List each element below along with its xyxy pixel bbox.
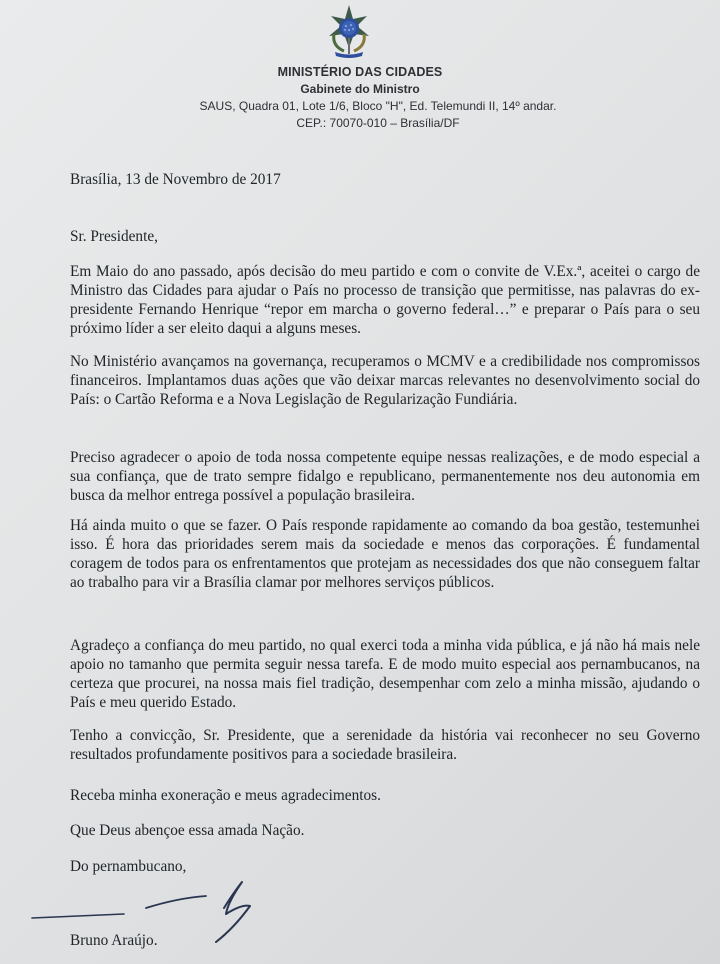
coat-of-arms-icon [326,4,372,58]
letter-date: Brasília, 13 de Novembro de 2017 [70,171,281,188]
letter-salutation: Sr. Presidente, [70,228,158,245]
signer-name: Bruno Araújo. [70,932,158,949]
paragraph-3: Preciso agradecer o apoio de toda nossa competente equipe nessas realizações, e de modo especial a sua confiança, que de trato sempre fidalgo e republicano, permanentemente nos deu autonomia em busca da melhor entrega possível a população brasileira. [70,449,700,504]
office-cep: CEP.: 70070-010 – Brasília/DF [296,116,460,130]
office-address: SAUS, Quadra 01, Lote 1/6, Bloco "H", Ed. Telemundi II, 14º andar. [199,99,557,113]
closing-line-2: Que Deus abençoe essa amada Nação. [70,822,305,839]
paragraph-5: Agradeço a confiança do meu partido, no qual exerci toda a minha vida pública, e já não há mais nele apoio no tamanho que permita seguir nessa tarefa. E de modo muito especial aos pernambucanos, na certeza que procurei, na nossa mais fiel tradição, desempenhar com zelo a minha missão, ajudando o País e meu querido Estado. [70,637,700,711]
paragraph-6: Tenho a convicção, Sr. Presidente, que a serenidade da história vai reconhecer no seu Governo resultados profundamente positivos para a sociedade brasileira. [70,727,700,763]
paragraph-4: Há ainda muito o que se fazer. O País responde rapidamente ao comando da boa gestão, testemunhei isso. É hora das prioridades serem mais da sociedade e menos das corporações. É fundamental coragem de todos para os enfrentamentos que protejam as necessidades dos que não conseguem faltar ao trabalho para vir a Brasília clamar por melhores serviços públicos. [70,517,700,591]
paragraph-1: Em Maio do ano passado, após decisão do meu partido e com o convite de V.Ex.ª, aceitei o cargo de Ministro das Cidades para ajudar o País no processo de transição que permitisse, nas palavras do ex-presidente Fernando Henrique “repor em marcha o governo federal…” e preparar o País para o seu próximo líder a ser eleito daqui a alguns meses. [70,263,700,337]
closing-line-3: Do pernambucano, [70,858,187,875]
closing-line-1: Receba minha exoneração e meus agradecimentos. [70,787,381,804]
office-name: Gabinete do Ministro [300,82,420,96]
paragraph-2: No Ministério avançamos na governança, recuperamos o MCMV e a credibilidade nos compromissos financeiros. Implantamos duas ações que vão deixar marcas relevantes no desenvolvimento social do País: o Cartão Reforma e a Nova Legislação de Regularização Fundiária. [70,353,700,408]
ministry-name: MINISTÉRIO DAS CIDADES [277,65,443,79]
